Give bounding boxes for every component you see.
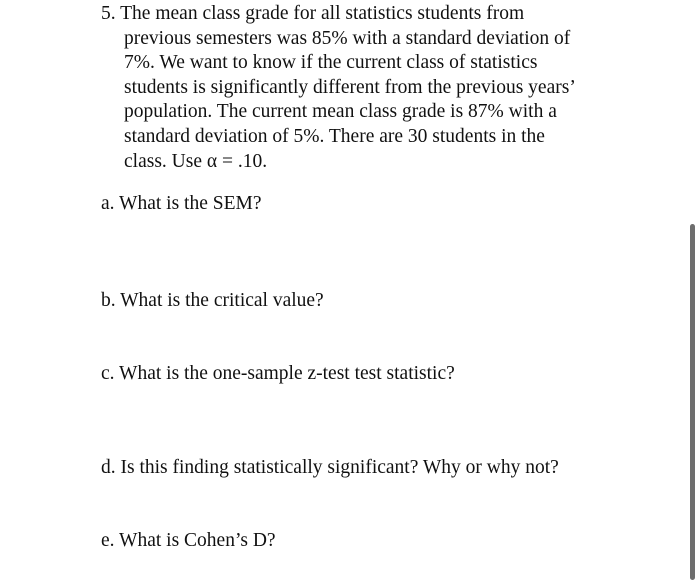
question-d: d. Is this finding statistically significant? Why or why not?: [101, 457, 559, 478]
problem-line: previous semesters was 85% with a standard deviation of: [124, 27, 571, 49]
question-e: e. What is Cohen’s D?: [101, 530, 276, 551]
problem-line: 7%. We want to know if the current class of statistics: [124, 52, 538, 74]
problem-line: standard deviation of 5%. There are 30 students in the: [124, 125, 545, 147]
problem-line: students is significantly different from the previous years’: [124, 76, 576, 98]
problem-statement: [101, 2, 661, 174]
problem-line: population. The current mean class grade is 87% with a: [124, 101, 557, 123]
question-a: a. What is the SEM?: [101, 193, 262, 214]
problem-line: class. Use α = .10.: [124, 150, 268, 172]
question-c: c. What is the one-sample z-test test statistic?: [101, 363, 455, 384]
problem-line: 5. The mean class grade for all statistics students from: [101, 3, 525, 24]
scrollbar[interactable]: [690, 224, 695, 580]
question-b: b. What is the critical value?: [101, 290, 324, 311]
